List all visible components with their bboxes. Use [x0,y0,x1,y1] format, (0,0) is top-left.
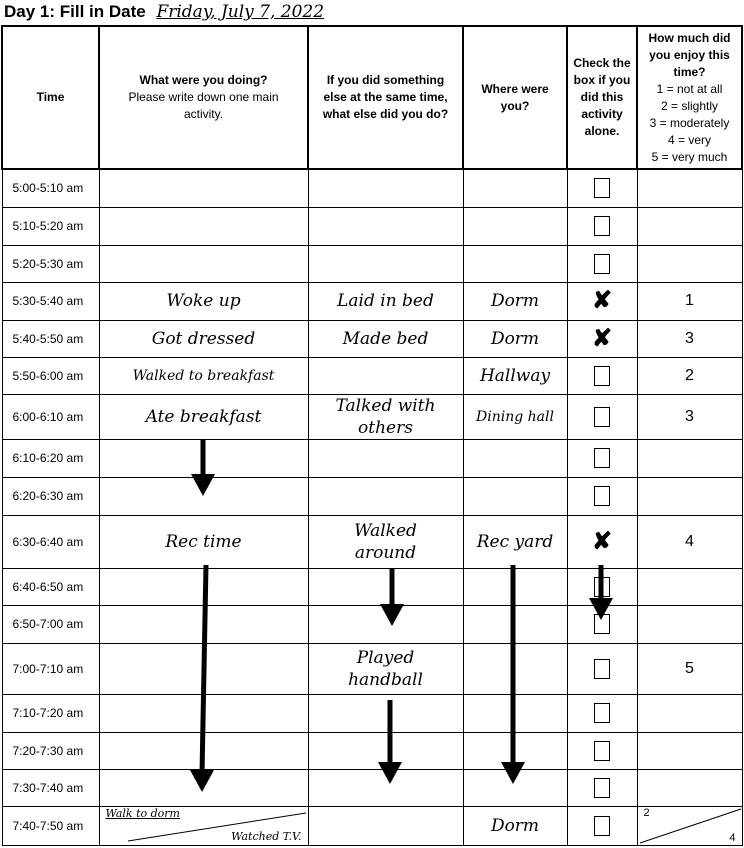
where-text: Dorm [490,291,540,311]
enjoy-cell [637,694,742,732]
time-cell [2,605,99,643]
else-cell [308,568,463,605]
table-row [2,515,742,568]
doing-cell [99,806,308,845]
scale-1: 1 = not at all [656,81,723,96]
header-time: Time [2,26,99,169]
doing-cell [99,169,308,207]
enjoy-cell [637,439,742,477]
scale-3: 3 = moderately [649,115,730,130]
doing-cell [99,357,308,394]
title-label: Day 1: Fill in Date [4,2,146,21]
title-date: Friday, July 7, 2022 [156,2,325,22]
alone-cell [567,694,637,732]
diagonal-divider [638,807,743,845]
time-label: 7:20-7:30 am [12,743,84,758]
else-cell [308,169,463,207]
table-row [2,320,742,357]
else-cell [308,605,463,643]
else-cell [308,477,463,515]
time-label: 6:20-6:30 am [12,489,84,503]
time-label: 5:50-6:00 am [12,368,84,383]
else-cell [308,439,463,477]
alone-checkbox[interactable] [594,703,610,723]
table-row [2,732,742,769]
time-label: 6:00-6:10 am [12,409,84,424]
header-enjoy-label: How much did you enjoy this time? [648,30,731,79]
alone-cell [567,245,637,282]
split-top-text: Walk to dorm [105,806,180,820]
enjoy-cell [637,806,742,845]
alone-checkbox[interactable] [594,741,610,761]
scale-4: 4 = very [667,132,712,147]
header-where: Where were you? [463,26,567,169]
time-label: 7:40-7:50 am [12,818,84,833]
time-cell [2,515,99,568]
alone-cell [567,439,637,477]
doing-cell [99,245,308,282]
doing-cell [99,282,308,320]
enjoy-value: 2 [685,366,694,384]
doing-text: Ate breakfast [145,406,262,427]
table-row [2,769,742,806]
table-row [2,605,742,643]
time-cell [2,245,99,282]
else-cell [308,515,463,568]
table-row [2,477,742,515]
alone-checkbox[interactable] [594,178,610,198]
where-cell [463,439,567,477]
alone-cell [567,515,637,568]
time-cell [2,769,99,806]
table-row [2,169,742,207]
header-row [2,26,742,169]
table-row [2,643,742,694]
split-bottom-text: Watched T.V. [231,829,302,843]
else-cell [308,806,463,845]
doing-cell [99,515,308,568]
time-label: 6:40-6:50 am [12,579,84,594]
enjoy-value: 1 [685,292,694,309]
doing-cell [99,694,308,732]
where-cell [463,169,567,207]
alone-checkbox[interactable] [594,216,610,236]
table-row [2,568,742,605]
where-cell [463,732,567,769]
where-text: Hallway [479,365,551,386]
enjoy-value: 3 [685,329,694,347]
time-log-table [1,25,743,846]
enjoy-cell [637,769,742,806]
time-cell [2,477,99,515]
time-cell [2,169,99,207]
alone-checkbox[interactable] [594,614,610,634]
else-cell [308,643,463,694]
else-cell [308,769,463,806]
time-cell [2,394,99,439]
checked-mark-icon[interactable]: ✘ [591,324,613,352]
table-row [2,282,742,320]
doing-cell [99,477,308,515]
enjoy-cell [637,477,742,515]
doing-cell [99,643,308,694]
where-cell [463,643,567,694]
doing-text: Woke up [166,291,241,311]
time-cell [2,207,99,245]
split-cell [638,807,742,845]
time-label: 6:30-6:40 am [12,534,84,549]
alone-cell [567,207,637,245]
alone-cell [567,568,637,605]
alone-cell [567,394,637,439]
where-cell [463,694,567,732]
table-row [2,207,742,245]
page-title [4,0,324,24]
header-else: If you did something else at the same time, what else did you do? [308,26,463,169]
alone-checkbox[interactable] [594,448,610,468]
else-cell [308,207,463,245]
enjoy-cell [637,245,742,282]
enjoy-value: 4 [685,532,694,550]
alone-checkbox[interactable] [594,816,610,836]
else-cell [308,357,463,394]
where-cell [463,320,567,357]
time-label: 6:50-7:00 am [12,617,84,631]
enjoy-cell [637,643,742,694]
alone-checkbox[interactable] [594,366,610,386]
where-text: Dorm [490,815,540,836]
where-cell [463,806,567,845]
time-cell [2,282,99,320]
where-cell [463,568,567,605]
else-cell [308,282,463,320]
split-cell [100,807,308,845]
checked-mark-icon[interactable]: ✘ [591,527,613,555]
else-cell [308,732,463,769]
alone-checkbox[interactable] [594,659,610,679]
enjoy-cell [637,568,742,605]
alone-cell [567,477,637,515]
log-body [2,169,742,845]
enjoy-cell [637,605,742,643]
time-label: 6:10-6:20 am [12,451,84,465]
where-cell [463,477,567,515]
enjoy-cell [637,320,742,357]
else-text: Talked with others [335,395,436,438]
alone-checkbox[interactable] [594,254,610,274]
header-doing-note: Please write down one main activity. [128,90,279,121]
checked-mark-icon[interactable]: ✘ [591,287,613,314]
table-row [2,439,742,477]
alone-cell [567,605,637,643]
alone-checkbox[interactable] [594,778,610,798]
table-row [2,806,742,845]
where-cell [463,394,567,439]
where-cell [463,245,567,282]
time-label: 5:10-5:20 am [12,219,84,233]
else-cell [308,320,463,357]
enjoy-value: 5 [685,659,694,677]
doing-cell [99,568,308,605]
scale-2: 2 = slightly [660,98,719,113]
alone-cell [567,320,637,357]
alone-checkbox[interactable] [594,577,610,597]
table-row [2,694,742,732]
table-row [2,245,742,282]
time-label: 7:10-7:20 am [12,706,84,720]
time-label: 7:30-7:40 am [12,780,84,795]
enjoy-cell [637,282,742,320]
where-cell [463,282,567,320]
else-text: Walked around [354,520,417,563]
doing-cell [99,605,308,643]
time-cell [2,806,99,845]
time-label: 5:00-5:10 am [12,181,84,196]
alone-checkbox[interactable] [594,486,610,506]
where-text: Dining hall [476,408,554,425]
table-row [2,394,742,439]
doing-text: Walked to breakfast [132,367,275,384]
alone-cell [567,282,637,320]
header-doing [99,26,308,169]
else-text: Laid in bed [337,291,434,311]
time-cell [2,439,99,477]
time-label: 5:30-5:40 am [12,294,84,308]
header-doing-label: What were you doing? [139,73,268,87]
table-row [2,357,742,394]
alone-cell [567,806,637,845]
alone-cell [567,169,637,207]
alone-cell [567,732,637,769]
where-cell [463,207,567,245]
time-cell [2,643,99,694]
enjoy-cell [637,732,742,769]
where-cell [463,515,567,568]
split-top-value: 2 [643,806,650,819]
where-cell [463,357,567,394]
alone-cell [567,357,637,394]
where-text: Dorm [490,328,540,349]
doing-cell [99,207,308,245]
enjoy-value: 3 [685,407,694,425]
doing-cell [99,439,308,477]
time-cell [2,694,99,732]
enjoy-cell [637,357,742,394]
time-cell [2,357,99,394]
header-alone: Check the box if you did this activity alone. [567,26,637,169]
split-bottom-value: 4 [729,831,736,844]
doing-cell [99,394,308,439]
doing-text: Got dressed [151,328,256,349]
doing-cell [99,320,308,357]
doing-cell [99,732,308,769]
else-cell [308,245,463,282]
else-cell [308,694,463,732]
else-text: Played handball [348,647,423,690]
scale-5: 5 = very much [651,149,728,164]
enjoy-cell [637,515,742,568]
enjoy-cell [637,394,742,439]
where-text: Rec yard [476,531,554,552]
where-cell [463,769,567,806]
alone-cell [567,643,637,694]
time-cell [2,320,99,357]
time-cell [2,732,99,769]
header-enjoy [637,26,742,169]
time-label: 5:40-5:50 am [12,331,84,346]
alone-cell [567,769,637,806]
enjoy-cell [637,207,742,245]
enjoy-cell [637,169,742,207]
where-cell [463,605,567,643]
alone-checkbox[interactable] [594,407,610,427]
time-label: 7:00-7:10 am [12,661,84,676]
time-cell [2,568,99,605]
time-label: 5:20-5:30 am [12,256,84,271]
doing-text: Rec time [165,531,242,552]
else-text: Made bed [342,328,429,349]
else-cell [308,394,463,439]
doing-cell [99,769,308,806]
